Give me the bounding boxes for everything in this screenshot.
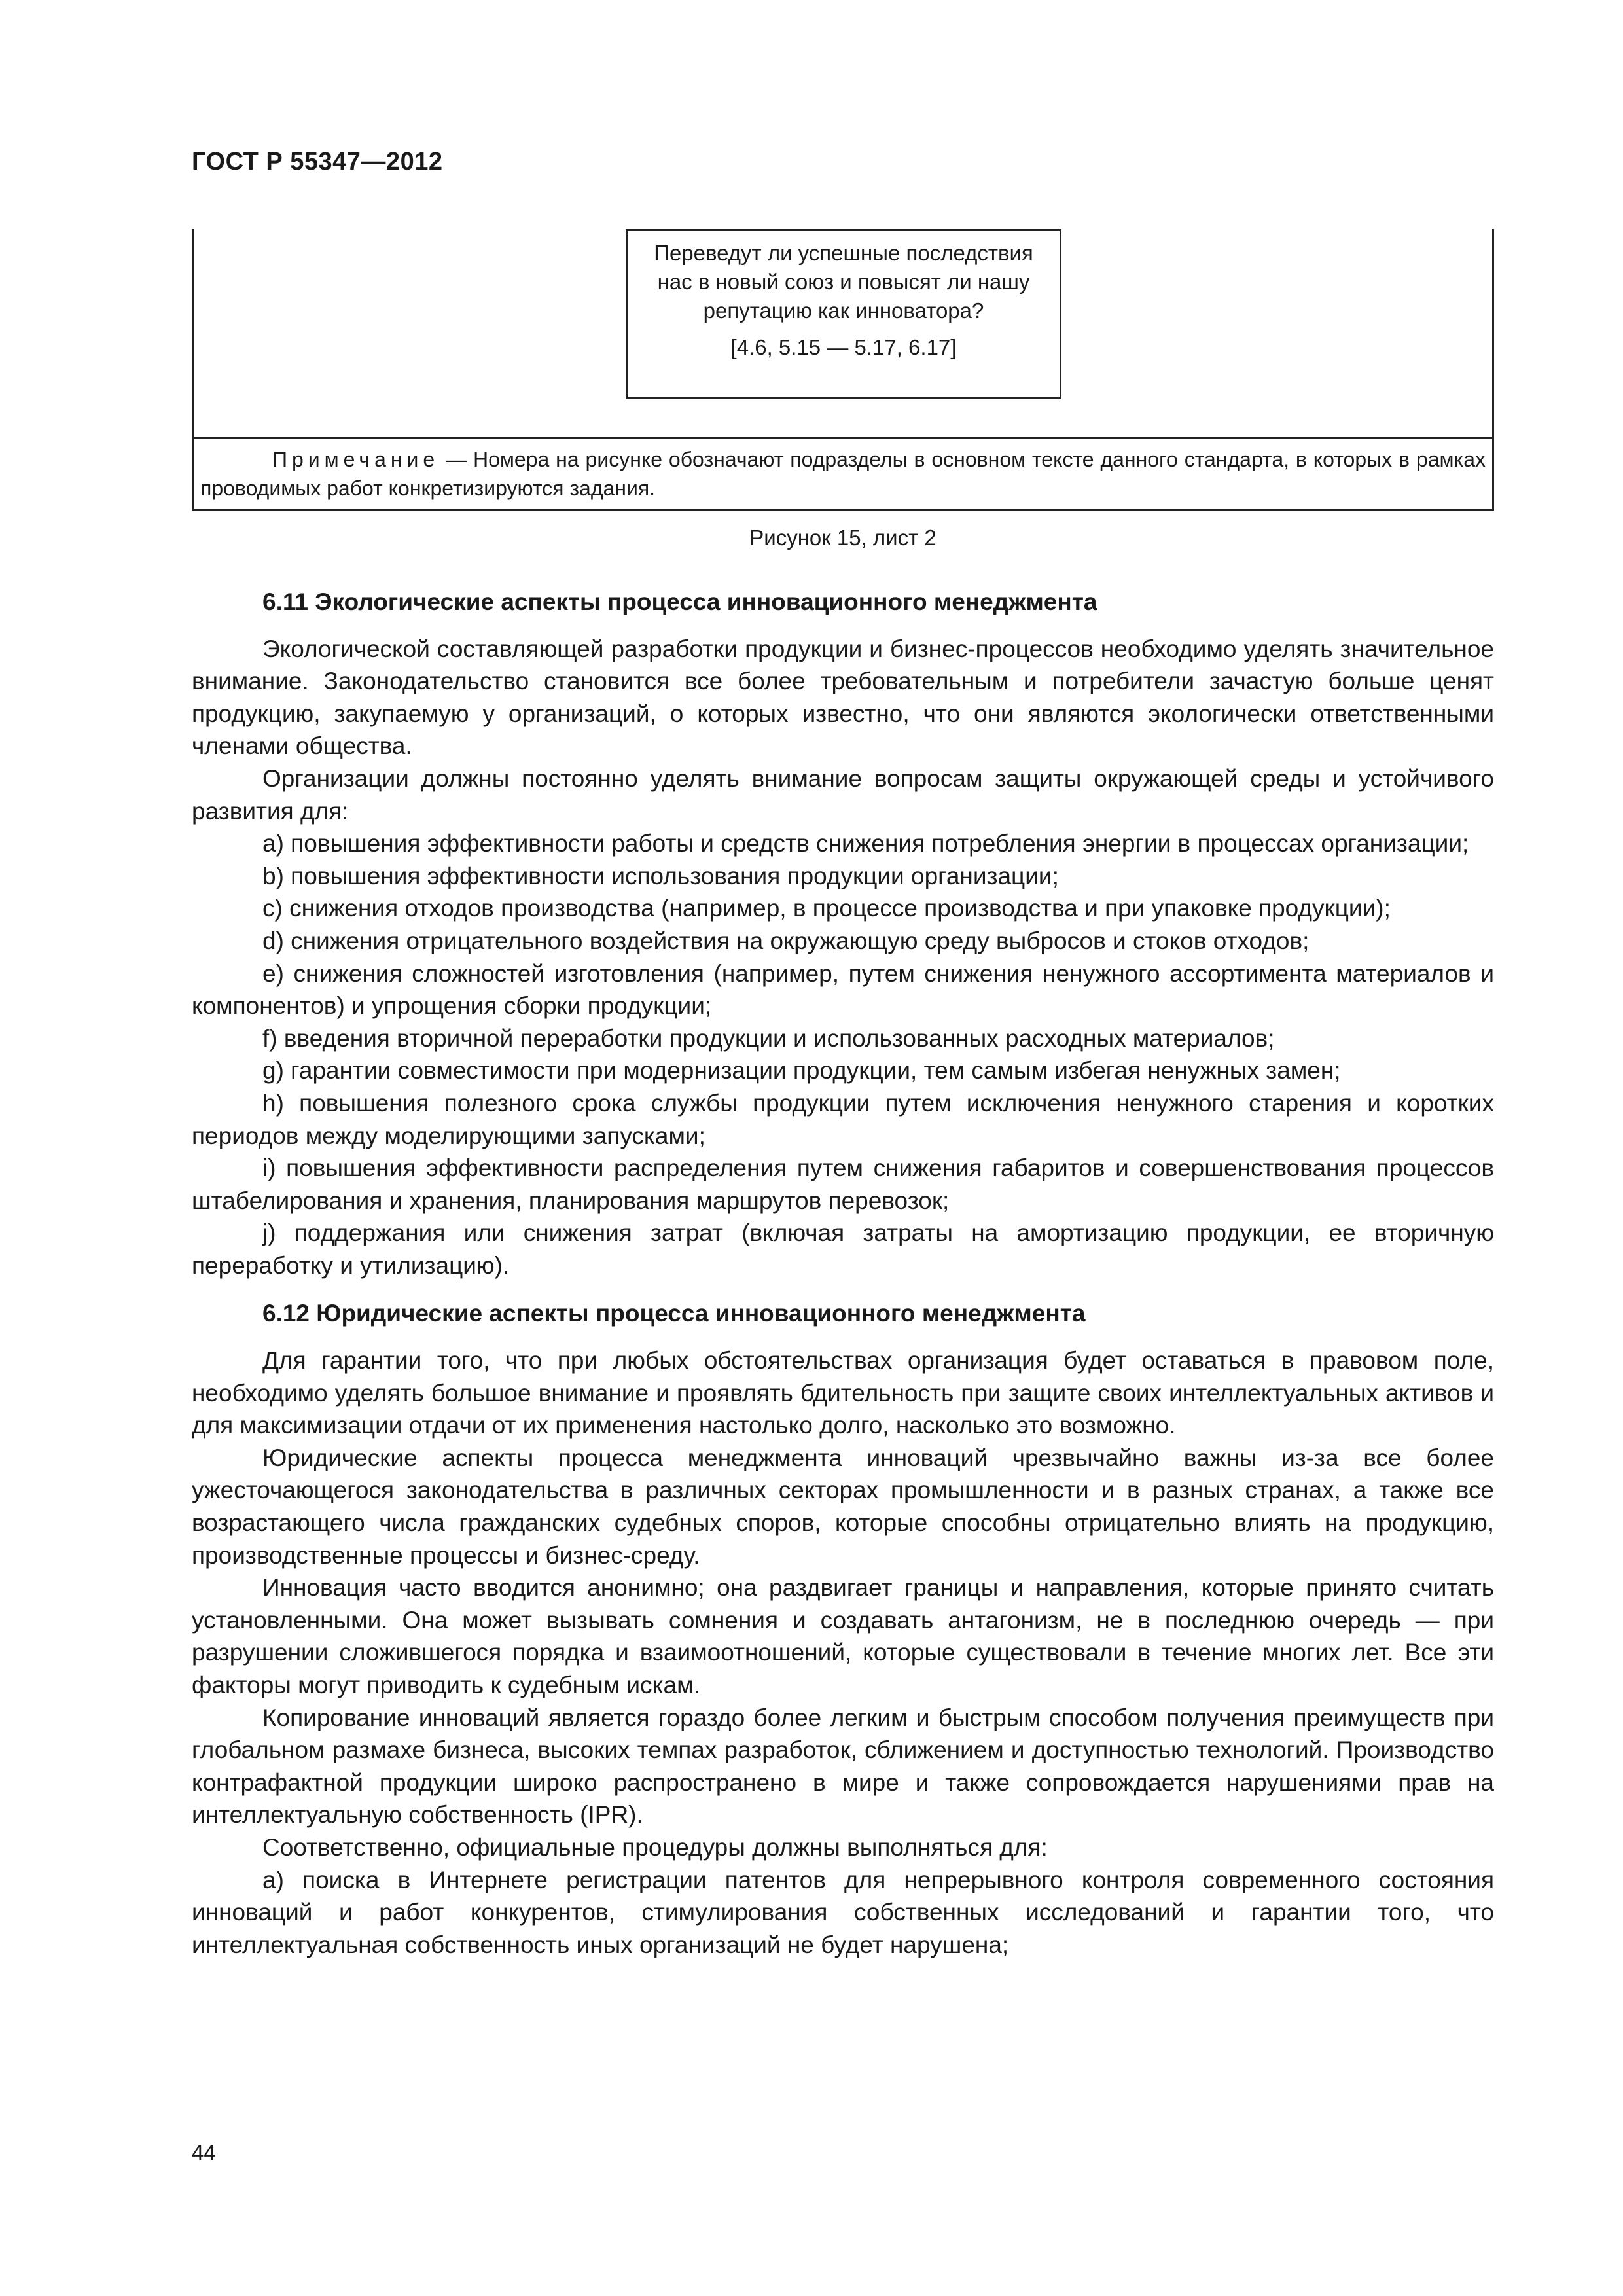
- list-item: i) повышения эффективности распределения путем снижения габаритов и совершенствования процессов штабелирования и хранения, планирования маршрутов перевозок;: [192, 1155, 1494, 1214]
- paragraph: Соответственно, официальные процедуры должны выполняться для:: [262, 1833, 1048, 1861]
- figure-divider: [194, 437, 1492, 439]
- list-item: c) снижения отходов производства (например, в процессе производства и при упаковке продукции);: [262, 895, 1391, 922]
- paragraph: Инновация часто вводится анонимно; она раздвигает границы и направления, которые принято считать установленными. Она может вызывать сомнения и создавать антагонизм, не в последнюю очередь — при разрушении сложившегося порядка и взаимоотношений, которые существовали в течение многих лет. Все эти факторы могут приводить к судебным искам.: [192, 1574, 1494, 1698]
- list-item: j) поддержания или снижения затрат (включая затраты на амортизацию продукции, ее вторичную переработку и утилизацию).: [192, 1219, 1494, 1279]
- paragraph: Копирование инноваций является гораздо более легким и быстрым способом получения преимуществ при глобальном размахе бизнеса, высоких темпах разработок, сближением и доступностью технологий. Производство контрафактной продукции широко распространено в мире и также сопровождается нарушениями прав на интеллектуальную собственность (IPR).: [192, 1704, 1494, 1829]
- list-item: e) снижения сложностей изготовления (например, путем снижения ненужного ассортимента материалов и компонентов) и упрощения сборки продукции;: [192, 960, 1494, 1020]
- document-header: ГОСТ Р 55347—2012: [192, 148, 443, 175]
- section-611-title: 6.11 Экологические аспекты процесса инновационного менеджмента: [262, 588, 1097, 615]
- figure-note-label: Примечание: [272, 448, 440, 471]
- list-item: d) снижения отрицательного воздействия на окружающую среду выбросов и стоков отходов;: [262, 927, 1310, 954]
- figure-question-text: Переведут ли успешные последствия нас в новый союз и повысят ли нашу репутацию как инноватора?: [654, 241, 1033, 323]
- figure-question-refs: [4.6, 5.15 — 5.17, 6.17]: [730, 335, 957, 359]
- figure-frame: [192, 229, 1494, 511]
- section-612-title: 6.12 Юридические аспекты процесса инновационного менеджмента: [262, 1300, 1086, 1327]
- page-number: 44: [192, 2140, 216, 2164]
- list-item: a) поиска в Интернете регистрации патентов для непрерывного контроля современного состояния инноваций и работ конкурентов, стимулирования собственных исследований и гарантии того, что интеллектуальная собственность иных организаций не будет нарушена;: [192, 1866, 1494, 1958]
- paragraph: Юридические аспекты процесса менеджмента инноваций чрезвычайно важны из-за все более ужесточающегося законодательства в различных секторах промышленности и в разных странах, а также все возрастающего числа гражданских судебных споров, которые способны отрицательно влиять на продукцию, производственные процессы и бизнес-среду.: [192, 1444, 1494, 1569]
- list-item: f) введения вторичной переработки продукции и использованных расходных материалов;: [262, 1024, 1275, 1052]
- list-item: a) повышения эффективности работы и средств снижения потребления энергии в процессах организации;: [262, 830, 1469, 857]
- paragraph: Для гарантии того, что при любых обстоятельствах организация будет оставаться в правовом поле, необходимо уделять большое внимание и проявлять бдительность при защите своих интеллектуальных активов и для максимизации отдачи от их применения настолько долго, насколько это возможно.: [192, 1347, 1494, 1439]
- list-item: g) гарантии совместимости при модернизации продукции, тем самым избегая ненужных замен;: [262, 1057, 1341, 1085]
- paragraph: Организации должны постоянно уделять внимание вопросам защиты окружающей среды и устойчивого развития для:: [192, 764, 1494, 825]
- body-text: [192, 586, 1494, 1961]
- figure-question-box: [626, 229, 1061, 399]
- figure-note: [200, 445, 1486, 503]
- figure-caption: Рисунок 15, лист 2: [749, 526, 936, 550]
- figure-note-text: — Номера на рисунке обозначают подразделы в основном тексте данного стандарта, в которых в рамках проводимых работ конкретизируются задания.: [200, 448, 1486, 500]
- list-item: h) повышения полезного срока службы продукции путем исключения ненужного старения и коротких периодов между моделирующими запусками;: [192, 1089, 1494, 1149]
- paragraph: Экологической составляющей разработки продукции и бизнес-процессов необходимо уделять значительное внимание. Законодательство становится все более требовательным и потребители зачастую больше ценят продукцию, закупаемую у организаций, о которых известно, что они являются экологически ответственными членами общества.: [192, 635, 1494, 760]
- list-item: b) повышения эффективности использования продукции организации;: [262, 862, 1059, 889]
